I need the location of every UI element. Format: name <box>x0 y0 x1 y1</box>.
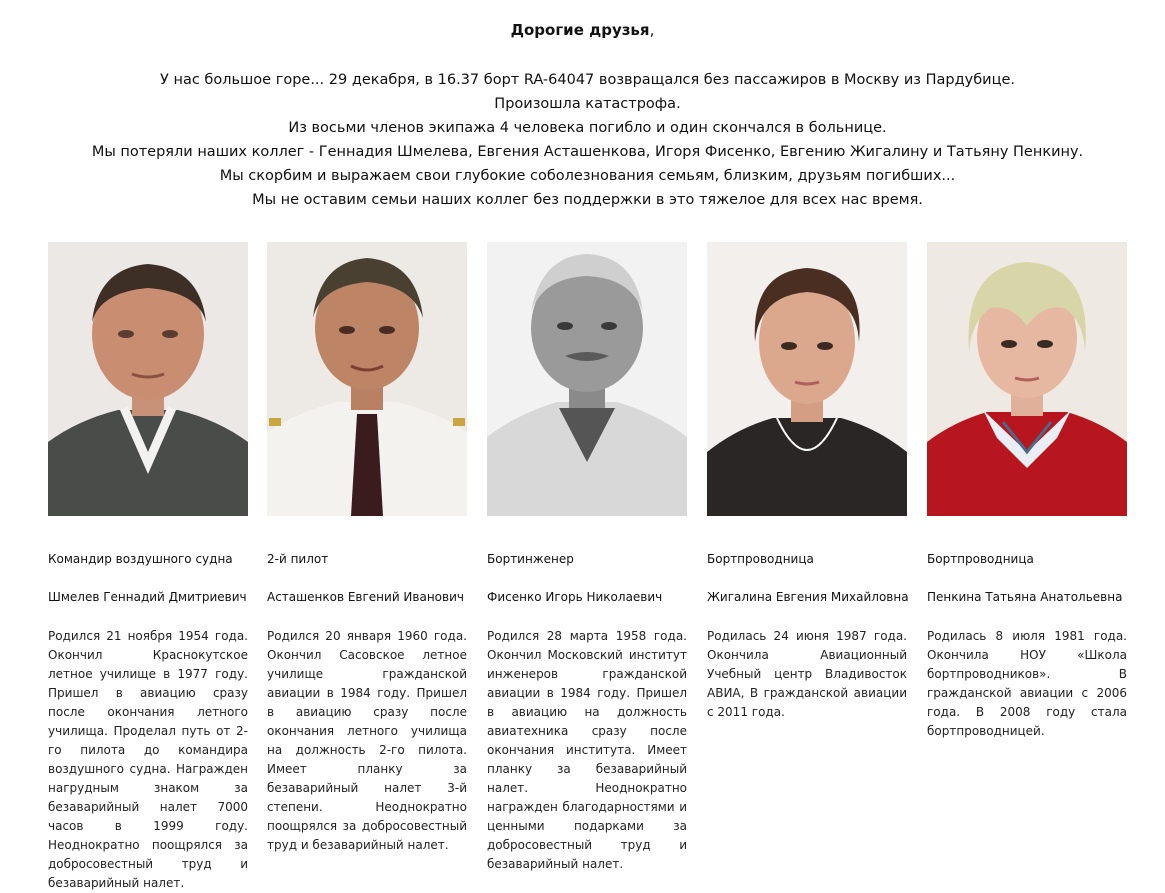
crew-card <box>267 242 467 855</box>
crew-role: 2-й пилот <box>267 552 329 566</box>
crew-card <box>707 242 907 722</box>
intro-line: Произошла катастрофа. <box>494 96 681 112</box>
crew-role: Командир воздушного судна <box>48 552 233 566</box>
intro-line: Мы скорбим и выражаем свои глубокие соболезнования семьям, близким, друзьям погибших... <box>219 168 956 184</box>
crew-name: Шмелев Геннадий Дмитриевич <box>48 590 247 604</box>
intro-line: Из восьми членов экипажа 4 человека погибло и один скончался в больнице. <box>288 120 887 136</box>
crew-card <box>487 242 687 874</box>
crew-name: Асташенков Евгений Иванович <box>267 590 464 604</box>
crew-gallery <box>48 242 1128 890</box>
crew-name: Пенкина Татьяна Анатольевна <box>927 590 1123 604</box>
intro-line: Мы не оставим семьи наших коллег без поддержки в это тяжелое для всех нас время. <box>252 192 923 208</box>
crew-bio: Родился 20 января 1960 года. Окончил Сасовское летное училище гражданской авиации в 1984 году. Пришел в авиацию сразу после окончания летного училища на должность 2-го пилота. Имеет планку за безаварийный налет 3-й степени. Неоднократно поощрялся за добросовестный труд и безаварийный налет. <box>267 629 467 852</box>
crew-bio: Родился 21 ноября 1954 года. Окончил Краснокутское летное училище в 1977 году. Пришел в авиацию сразу после окончания летного училища. Проделал путь от 2-го пилота до командира воздушного судна. Награжден нагрудным знаком за безаварийный налет 7000 часов в 1999 году. Неоднократно поощрялся за добросовестный труд и безаварийный налет. <box>48 629 248 890</box>
crew-card <box>927 242 1127 741</box>
page-heading <box>0 20 1165 40</box>
crew-name: Фисенко Игорь Николаевич <box>487 590 663 604</box>
crew-bio: Родился 28 марта 1958 года. Окончил Московский институт инженеров гражданской авиации в 1984 году. Пришел в авиацию на должность авиатехника сразу после окончания института. Имеет планку за безаварийный налет. Неоднократно награжден благодарностями и ценными подарками за добросовестный труд и безаварийный налет. <box>487 629 687 871</box>
crew-photo <box>927 242 1127 516</box>
crew-bio: Родилась 8 июля 1981 года. Окончила НОУ «Школа бортпроводников». В гражданской авиации с 2006 года. В 2008 году стала бортпроводницей. <box>927 629 1127 738</box>
crew-role: Бортинженер <box>487 552 574 566</box>
crew-name: Жигалина Евгения Михайловна <box>707 590 909 604</box>
crew-photo <box>48 242 248 516</box>
crew-card <box>48 242 248 893</box>
greeting-comma: , <box>649 21 655 39</box>
crew-photo <box>707 242 907 516</box>
crew-role: Бортпроводница <box>927 552 1034 566</box>
crew-role: Бортпроводница <box>707 552 814 566</box>
condolence-message <box>0 68 1165 212</box>
greeting-title: Дорогие друзья <box>510 21 650 39</box>
intro-line: У нас большое горе... 29 декабря, в 16.37 борт RA-64047 возвращался без пассажиров в Москву из Пардубице. <box>160 72 1015 88</box>
crew-photo <box>267 242 467 516</box>
intro-line: Мы потеряли наших коллег - Геннадия Шмелева, Евгения Асташенкова, Игоря Фисенко, Евгению Жигалину и Татьяну Пенкину. <box>91 144 1084 160</box>
crew-bio: Родилась 24 июня 1987 года. Окончила Авиационный Учебный центр Владивосток АВИА, В гражданской авиации с 2011 года. <box>707 629 907 719</box>
crew-photo <box>487 242 687 516</box>
